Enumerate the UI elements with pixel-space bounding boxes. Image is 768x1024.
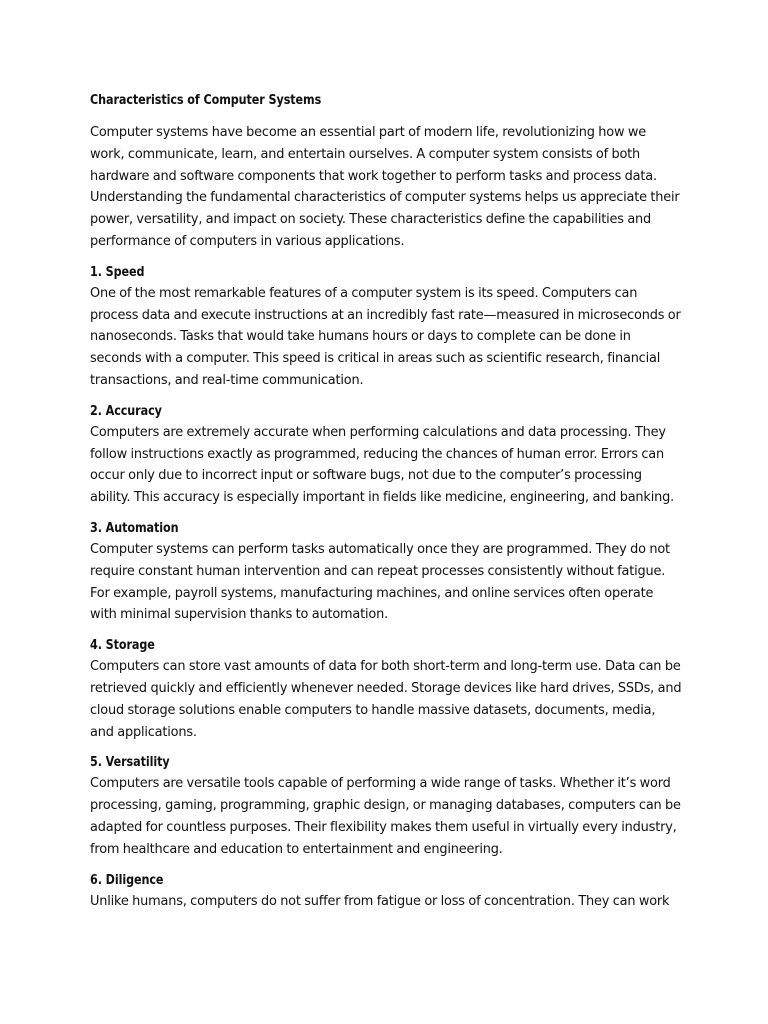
section-heading: 5. Versatility bbox=[90, 755, 170, 771]
section-body: Computers are versatile tools capable of performing a wide range of tasks. Whether it’s word processing, gaming, programming, graphic design, or managing databases, computers can be adapted for countless purposes. Their flexibility makes them useful in virtually every industry, from healthcare and education to entertainment and engineering. bbox=[90, 776, 681, 857]
section-diligence bbox=[90, 870, 682, 913]
section-storage bbox=[90, 635, 682, 743]
page-title: Characteristics of Computer Systems bbox=[90, 93, 322, 108]
section-body: Unlike humans, computers do not suffer from fatigue or loss of concentration. They can work bbox=[90, 893, 670, 909]
intro-paragraph: Computer systems have become an essential part of modern life, revolutionizing how we work, communicate, learn, and entertain ourselves. A computer system consists of both hardware and software components that work together to perform tasks and process data. Understanding the fundamental characteristics of computer systems helps us appreciate their power, versatility, and impact on society. These characteristics define the capabilities and performance of computers in various applications. bbox=[90, 125, 680, 249]
section-automation bbox=[90, 518, 682, 626]
section-heading: 4. Storage bbox=[90, 638, 155, 654]
section-body: One of the most remarkable features of a computer system is its speed. Computers can process data and execute instructions at an incredibly fast rate—measured in microseconds or nanoseconds. Tasks that would take humans hours or days to complete can be done in seconds with a computer. This speed is critical in areas such as scientific research, financial transactions, and real-time communication. bbox=[90, 285, 681, 388]
section-body: Computers are extremely accurate when performing calculations and data processing. They follow instructions exactly as programmed, reducing the chances of human error. Errors can occur only due to incorrect input or software bugs, not due to the computer’s processing ability. This accuracy is especially important in fields like medicine, engineering, and banking. bbox=[90, 424, 675, 506]
section-versatility bbox=[90, 752, 682, 860]
section-heading: 1. Speed bbox=[90, 264, 145, 280]
section-body: Computer systems can perform tasks automatically once they are programmed. They do not require constant human intervention and can repeat processes consistently without fatigue. For example, payroll systems, manufacturing machines, and online services often operate with minimal supervision thanks to automation. bbox=[90, 541, 670, 623]
section-heading: 3. Automation bbox=[90, 520, 179, 536]
section-heading: 6. Diligence bbox=[90, 872, 164, 888]
section-body: Computers can store vast amounts of data for both short-term and long-term use. Data can be retrieved quickly and efficiently whenever needed. Storage devices like hard drives, SSDs, and cloud storage solutions enable computers to handle massive datasets, documents, media, and applications. bbox=[90, 659, 682, 740]
document-page bbox=[90, 91, 682, 921]
section-heading: 2. Accuracy bbox=[90, 403, 162, 419]
section-accuracy bbox=[90, 401, 682, 509]
section-speed bbox=[90, 262, 682, 392]
